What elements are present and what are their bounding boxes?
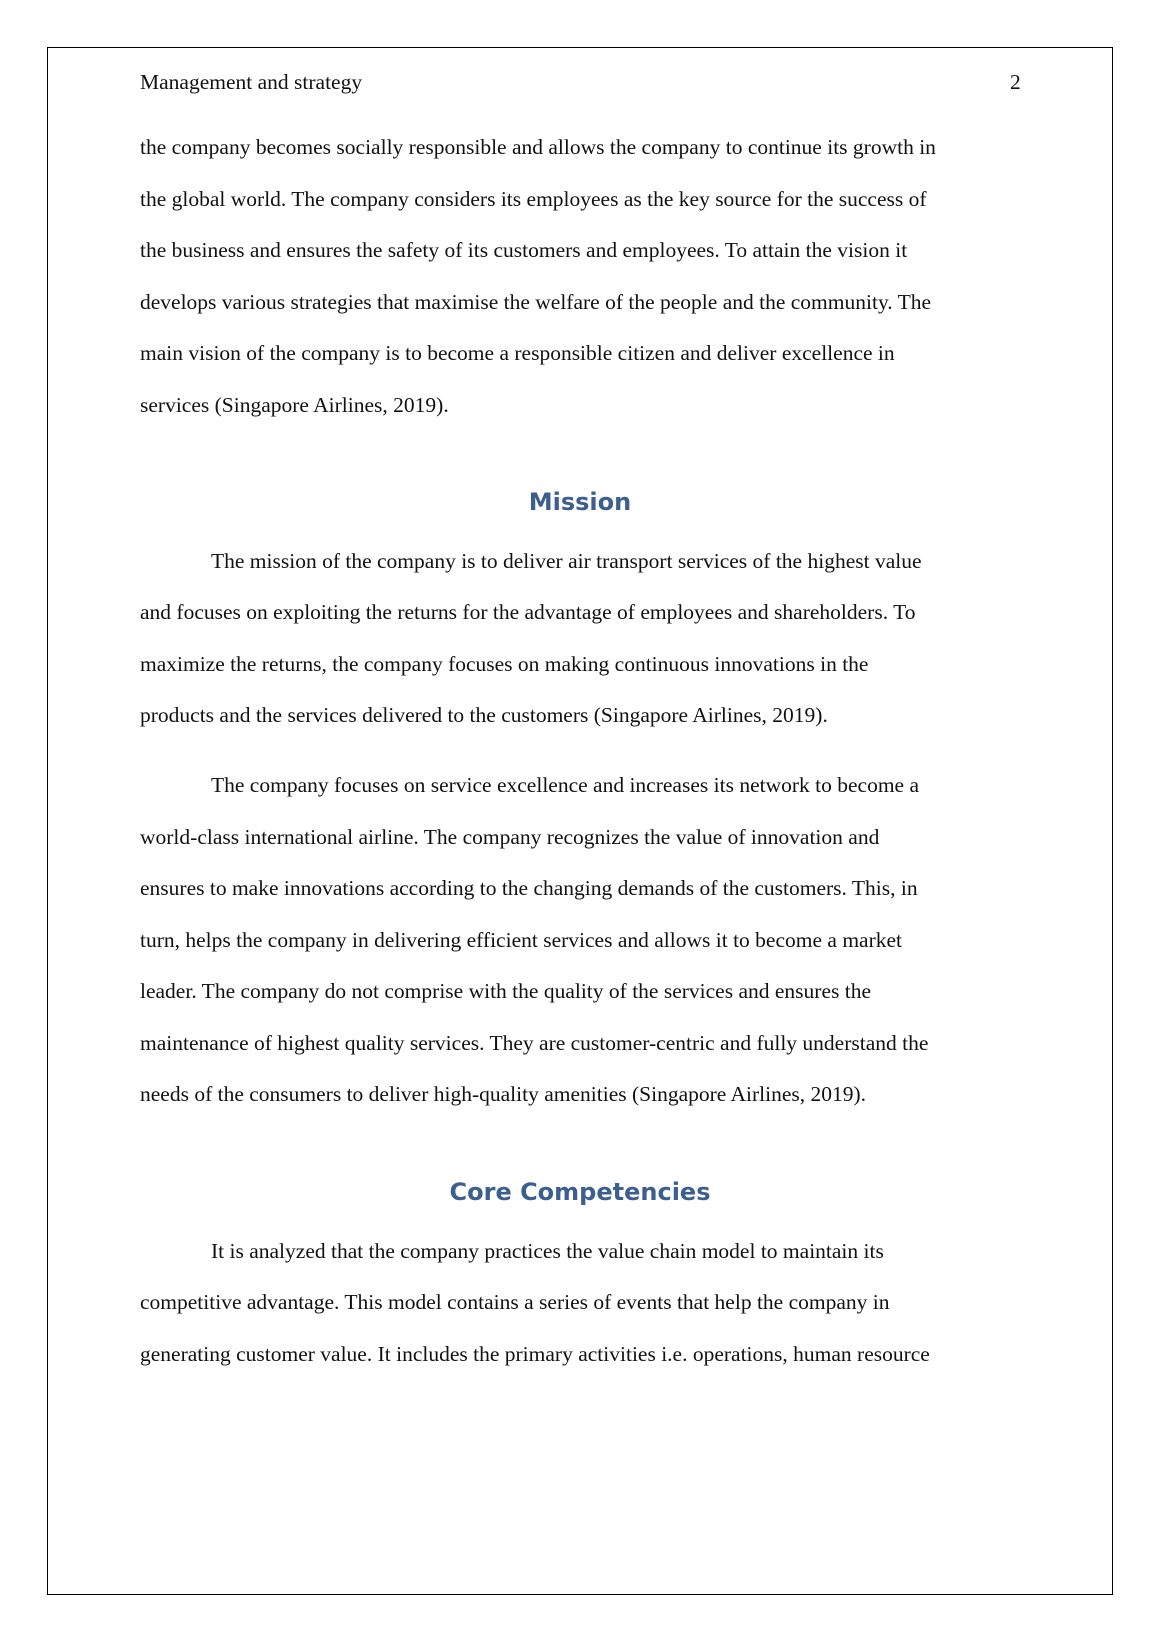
- paragraph-line: ensures to make innovations according to the changing demands of the customers. This, in: [140, 876, 918, 900]
- paragraph-line: The company focuses on service excellence and increases its network to become a: [211, 773, 920, 797]
- paragraph-line: generating customer value. It includes the primary activities i.e. operations, human resource: [140, 1342, 930, 1366]
- mission-heading: Mission: [528, 488, 632, 516]
- paragraph-line: the business and ensures the safety of its customers and employees. To attain the vision it: [140, 238, 908, 262]
- paragraph-line: leader. The company do not comprise with the quality of the services and ensures the: [140, 979, 871, 1003]
- paragraph-line: needs of the consumers to deliver high-quality amenities (Singapore Airlines, 2019).: [140, 1082, 867, 1106]
- running-head: Management and strategy: [140, 70, 363, 94]
- core-competencies-heading: Core Competencies: [449, 1178, 711, 1206]
- paragraph-line: the company becomes socially responsible and allows the company to continue its growth in: [140, 135, 936, 159]
- paragraph-line: the global world. The company considers its employees as the key source for the success of: [140, 187, 927, 211]
- paragraph-line: maximize the returns, the company focuses on making continuous innovations in the: [140, 652, 869, 676]
- paragraph-line: and focuses on exploiting the returns for the advantage of employees and shareholders. To: [140, 600, 916, 624]
- paragraph-line: main vision of the company is to become a responsible citizen and deliver excellence in: [140, 341, 895, 365]
- paragraph-line: competitive advantage. This model contains a series of events that help the company in: [140, 1290, 890, 1314]
- paragraph-line: services (Singapore Airlines, 2019).: [140, 393, 449, 417]
- paragraph-line: turn, helps the company in delivering efficient services and allows it to become a market: [140, 928, 903, 952]
- paragraph-line: The mission of the company is to deliver air transport services of the highest value: [211, 549, 922, 573]
- paragraph-line: products and the services delivered to the customers (Singapore Airlines, 2019).: [140, 703, 828, 727]
- page-number: 2: [1010, 70, 1021, 94]
- paragraph-line: world-class international airline. The company recognizes the value of innovation and: [140, 825, 880, 849]
- paragraph-line: develops various strategies that maximise the welfare of the people and the community. The: [140, 290, 932, 314]
- paragraph-line: maintenance of highest quality services. They are customer-centric and fully understand the: [140, 1031, 929, 1055]
- paragraph-line: It is analyzed that the company practices the value chain model to maintain its: [211, 1239, 884, 1263]
